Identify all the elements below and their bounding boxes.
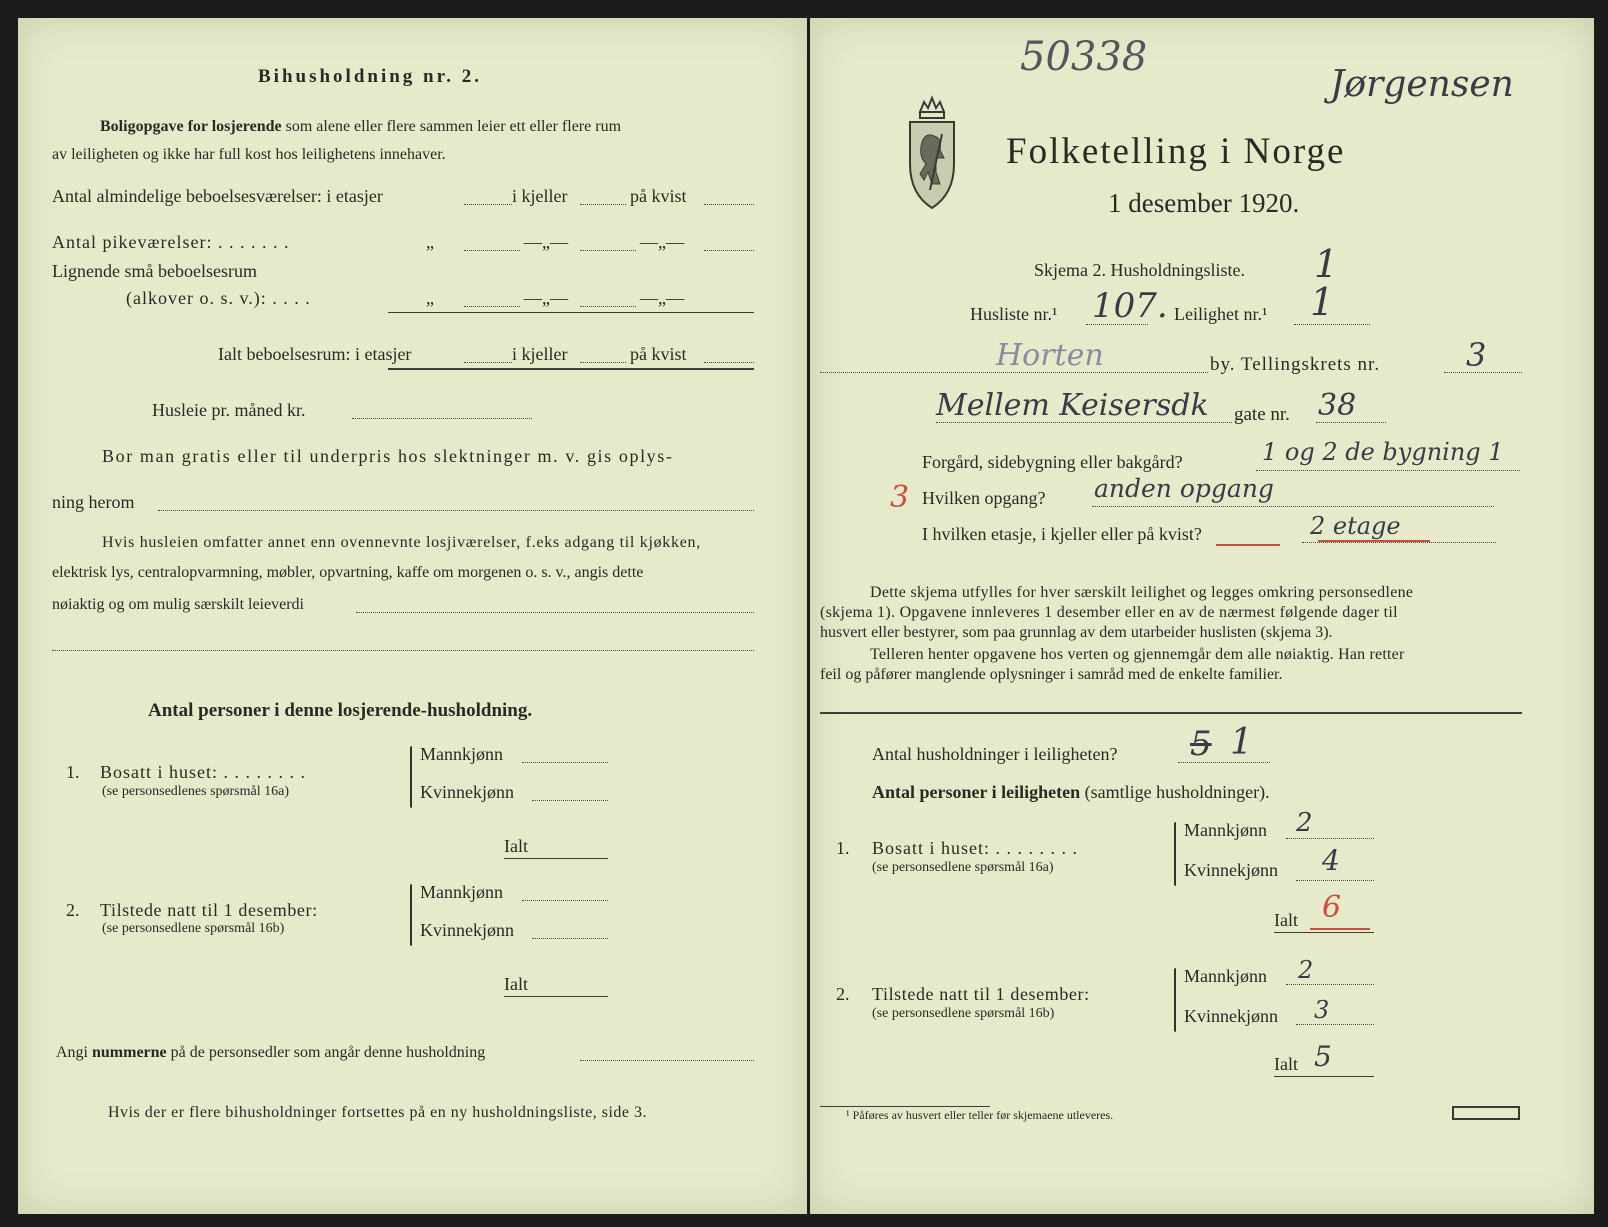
opgang-field[interactable]: [1092, 506, 1494, 507]
rooms-etasjer-field[interactable]: [464, 204, 512, 205]
right-q1-brace: [1174, 822, 1176, 886]
ialt-rum-label: Ialt beboelsesrum: i etasjer: [218, 344, 412, 364]
intro-line-1: [100, 118, 621, 136]
hush-label: Antal husholdninger i leiligheten?: [872, 744, 1118, 764]
right-q2-mann-field[interactable]: [1286, 984, 1374, 985]
info-line-3: husvert eller bestyrer, som paa grunnlag av dem utarbeider huslisten (skjema 3).: [820, 624, 1333, 641]
leilighet-field[interactable]: [1294, 324, 1370, 325]
husliste-field[interactable]: [1086, 324, 1148, 325]
right-q1-note: (se personsedlene spørsmål 16a): [872, 860, 1054, 875]
right-page: [810, 18, 1594, 1214]
right-q2-note: (se personsedlene spørsmål 16b): [872, 1006, 1055, 1021]
angi-rest: på de personsedler som angår denne husholdning: [170, 1044, 486, 1061]
left-q1-kvinne-field[interactable]: [532, 800, 608, 801]
pike-kjeller-field[interactable]: [580, 250, 636, 251]
info-divider: [820, 712, 1522, 714]
pike-etasjer-field[interactable]: [464, 250, 520, 251]
right-q1-ialt-field[interactable]: [1274, 932, 1374, 933]
rooms-kjeller-field[interactable]: [580, 204, 626, 205]
by-label: by. Tellingskrets nr.: [1210, 354, 1381, 375]
alkover-ditto-3: —„—: [640, 288, 684, 308]
left-q2-ialt-field[interactable]: [504, 996, 608, 997]
etasje-value: 2 etage: [1310, 512, 1401, 540]
husleie-field[interactable]: [352, 418, 532, 419]
street-field[interactable]: [936, 422, 1232, 423]
left-q1-kvinne-label: Kvinnekjønn: [420, 782, 514, 802]
left-footer: Hvis der er flere bihusholdninger fortsettes på en ny husholdningsliste, side 3.: [108, 1104, 648, 1121]
right-q2-kvinne-label: Kvinnekjønn: [1184, 1006, 1278, 1026]
left-q1-note: (se personsedlenes spørsmål 16a): [102, 784, 290, 799]
left-q1-label: Bosatt i huset: . . . . . . . .: [100, 762, 306, 782]
left-q1-ialt-label: Ialt: [504, 836, 528, 856]
opgang-mark: 3: [890, 480, 910, 515]
info-line-2: (skjema 1). Opgavene innleveres 1 desember eller en av de nærmest følgende dager til: [820, 604, 1398, 621]
intro-line-2: av leiligheten og ikke har full kost hos leilighetens innehaver.: [52, 146, 446, 163]
leieverdi-field[interactable]: [356, 612, 754, 613]
left-page: [18, 18, 807, 1214]
left-q2-label: Tilstede natt til 1 desember:: [100, 900, 318, 920]
alkover-underline: [388, 312, 754, 313]
printer-stamp: [1452, 1106, 1520, 1120]
right-persons-heading-bold: Antal personer i leiligheten: [872, 782, 1081, 802]
left-q2-kvinne-label: Kvinnekjønn: [420, 920, 514, 940]
left-q1-mann-field[interactable]: [522, 762, 608, 763]
rooms-kjeller-label: i kjeller: [512, 186, 568, 206]
street-value: Mellem Keisersdk: [936, 388, 1209, 423]
husleie-label: Husleie pr. måned kr.: [152, 400, 306, 420]
ialt-underline: [388, 368, 754, 370]
info-line-4: Telleren henter opgavene hos verten og gjennemgår dem alle nøiaktig. Han retter: [870, 646, 1405, 663]
footnote: ¹ Påføres av husvert eller teller før skjemaene utleveres.: [846, 1108, 1114, 1122]
forgard-value: 1 og 2 de bygning 1: [1262, 438, 1504, 466]
right-q1-ialt-label: Ialt: [1274, 910, 1298, 930]
intro-bold: Boligopgave for losjerende: [100, 118, 282, 135]
pike-ditto-3: —„—: [640, 232, 684, 252]
right-q1-mann-value: 2: [1296, 808, 1313, 838]
right-q2-kvinne-field[interactable]: [1296, 1024, 1374, 1025]
gate-field[interactable]: [1316, 422, 1386, 423]
gratis-field[interactable]: [158, 510, 754, 511]
right-q2-ialt-label: Ialt: [1274, 1054, 1298, 1074]
krets-field[interactable]: [1444, 372, 1522, 373]
gate-value: 38: [1318, 388, 1357, 423]
intro-rest: som alene eller flere sammen leier ett eller flere rum: [285, 118, 622, 135]
left-heading: Bihusholdning nr. 2.: [258, 66, 483, 87]
angi-pre: Angi: [56, 1044, 88, 1061]
info-line-5: feil og påfører manglende oplysninger i samråd med de enkelte familier.: [820, 666, 1283, 683]
footnote-rule: [820, 1106, 990, 1107]
right-q1-label: Bosatt i huset: . . . . . . . .: [872, 838, 1078, 858]
left-q2-mann-label: Mannkjønn: [420, 882, 503, 902]
coat-of-arms-icon: [906, 94, 958, 212]
left-q2-mann-field[interactable]: [522, 900, 608, 901]
kvist-red-underline: [1216, 544, 1280, 546]
gate-label: gate nr.: [1234, 404, 1290, 425]
alkover-ditto: „: [426, 288, 434, 308]
angi-line: [56, 1044, 485, 1062]
alkover-etasjer-field[interactable]: [464, 306, 520, 307]
right-q1-kvinne-value: 4: [1322, 844, 1340, 877]
pike-label: Antal pikeværelser: . . . . . . .: [52, 232, 290, 252]
angi-bold: nummerne: [92, 1044, 167, 1061]
info-line-1: Dette skjema utfylles for hver særskilt leilighet og legges omkring personsedlene: [870, 584, 1414, 601]
gratis-line-1: Bor man gratis eller til underpris hos slektninger m. v. gis oplys-: [102, 446, 674, 466]
right-q1-mann-label: Mannkjønn: [1184, 820, 1267, 840]
leilighet-value: 1: [1310, 280, 1335, 324]
right-q1-mann-field[interactable]: [1286, 838, 1374, 839]
right-q2-brace: [1174, 968, 1176, 1032]
husliste-value: 107.: [1092, 286, 1168, 326]
hush-value: 1: [1230, 722, 1253, 763]
opgang-label: Hvilken opgang?: [922, 488, 1046, 508]
left-q1-ialt-field[interactable]: [504, 858, 608, 859]
rooms-kvist-field[interactable]: [704, 204, 754, 205]
hvis-line-1: Hvis husleien omfatter annet enn ovennevnte losjiværelser, f.eks adgang til kjøkken,: [102, 534, 701, 551]
left-q2-num: 2.: [66, 900, 80, 920]
left-persons-heading: Antal personer i denne losjerende-husholdning.: [148, 700, 533, 721]
right-q1-kvinne-field[interactable]: [1296, 880, 1374, 881]
left-q1-mann-label: Mannkjønn: [420, 744, 503, 764]
signature: Jørgensen: [1330, 64, 1514, 105]
hvis-line-3: nøiaktig og om mulig særskilt leieverdi: [52, 596, 304, 613]
rooms-kvist-label: på kvist: [630, 186, 687, 206]
etasje-label: I hvilken etasje, i kjeller eller på kvist?: [922, 524, 1202, 544]
etasje-field[interactable]: [1302, 542, 1496, 543]
leieverdi-field-2[interactable]: [52, 650, 754, 651]
pike-ditto: „: [426, 232, 434, 252]
ialt-etasjer-field[interactable]: [464, 362, 512, 363]
left-q1-num: 1.: [66, 762, 80, 782]
leilighet-label: Leilighet nr.¹: [1174, 304, 1268, 324]
ialt-kvist-label: på kvist: [630, 344, 687, 364]
alkover-ditto-2: —„—: [524, 288, 568, 308]
left-q2-brace: [410, 884, 412, 946]
forgard-field[interactable]: [1256, 470, 1520, 471]
right-q1-ialt-red-underline: [1310, 928, 1370, 930]
right-q2-mann-value: 2: [1298, 956, 1314, 984]
left-q1-brace: [410, 746, 412, 808]
hvis-line-2: elektrisk lys, centralopvarmning, møbler, opvartning, kaffe om morgenen o. s. v., angis dette: [52, 564, 644, 581]
right-q2-mann-label: Mannkjønn: [1184, 966, 1267, 986]
right-q2-num: 2.: [836, 984, 850, 1004]
rooms-label: Antal almindelige beboelsesværelser: i etasjer: [52, 186, 383, 206]
angi-field[interactable]: [580, 1060, 754, 1061]
left-q2-ialt-label: Ialt: [504, 974, 528, 994]
hush-field[interactable]: [1178, 762, 1270, 763]
krets-value: 3: [1466, 336, 1487, 374]
right-q1-ialt-value: 6: [1322, 890, 1342, 925]
pike-ditto-2: —„—: [524, 232, 568, 252]
right-q1-num: 1.: [836, 838, 850, 858]
pike-kvist-field[interactable]: [704, 250, 754, 251]
city-field[interactable]: [820, 372, 1208, 373]
alkover-label: (alkover o. s. v.): . . . .: [126, 288, 311, 308]
husliste-label: Husliste nr.¹: [970, 304, 1058, 324]
left-q2-kvinne-field[interactable]: [532, 938, 608, 939]
ialt-kjeller-label: i kjeller: [512, 344, 568, 364]
right-q2-ialt-value: 5: [1314, 1040, 1332, 1073]
right-q2-label: Tilstede natt til 1 desember:: [872, 984, 1090, 1004]
right-q1-kvinne-label: Kvinnekjønn: [1184, 860, 1278, 880]
stamp-number: 50338: [1020, 34, 1148, 80]
city-value: Horten: [996, 338, 1104, 373]
gratis-line-2: ning herom: [52, 492, 135, 512]
skjema-label: Skjema 2. Husholdningsliste.: [1034, 260, 1245, 280]
right-persons-heading: [872, 782, 1270, 803]
hush-value-struck: 5: [1190, 724, 1212, 764]
lignende-label: Lignende små beboelsesrum: [52, 261, 257, 281]
left-q2-note: (se personsedlene spørsmål 16b): [102, 921, 285, 936]
right-persons-heading-rest: (samtlige husholdninger).: [1084, 782, 1270, 802]
skjema-value: 1: [1314, 242, 1339, 286]
alkover-kjeller-field[interactable]: [580, 306, 636, 307]
census-date: 1 desember 1920.: [1108, 188, 1300, 218]
opgang-value: anden opgang: [1094, 474, 1274, 503]
forgard-label: Forgård, sidebygning eller bakgård?: [922, 452, 1183, 472]
right-q2-ialt-field[interactable]: [1274, 1076, 1374, 1077]
right-q2-kvinne-value: 3: [1314, 996, 1330, 1024]
ialt-kjeller-field[interactable]: [580, 362, 626, 363]
ialt-kvist-field[interactable]: [704, 362, 754, 363]
main-title: Folketelling i Norge: [1006, 131, 1346, 172]
